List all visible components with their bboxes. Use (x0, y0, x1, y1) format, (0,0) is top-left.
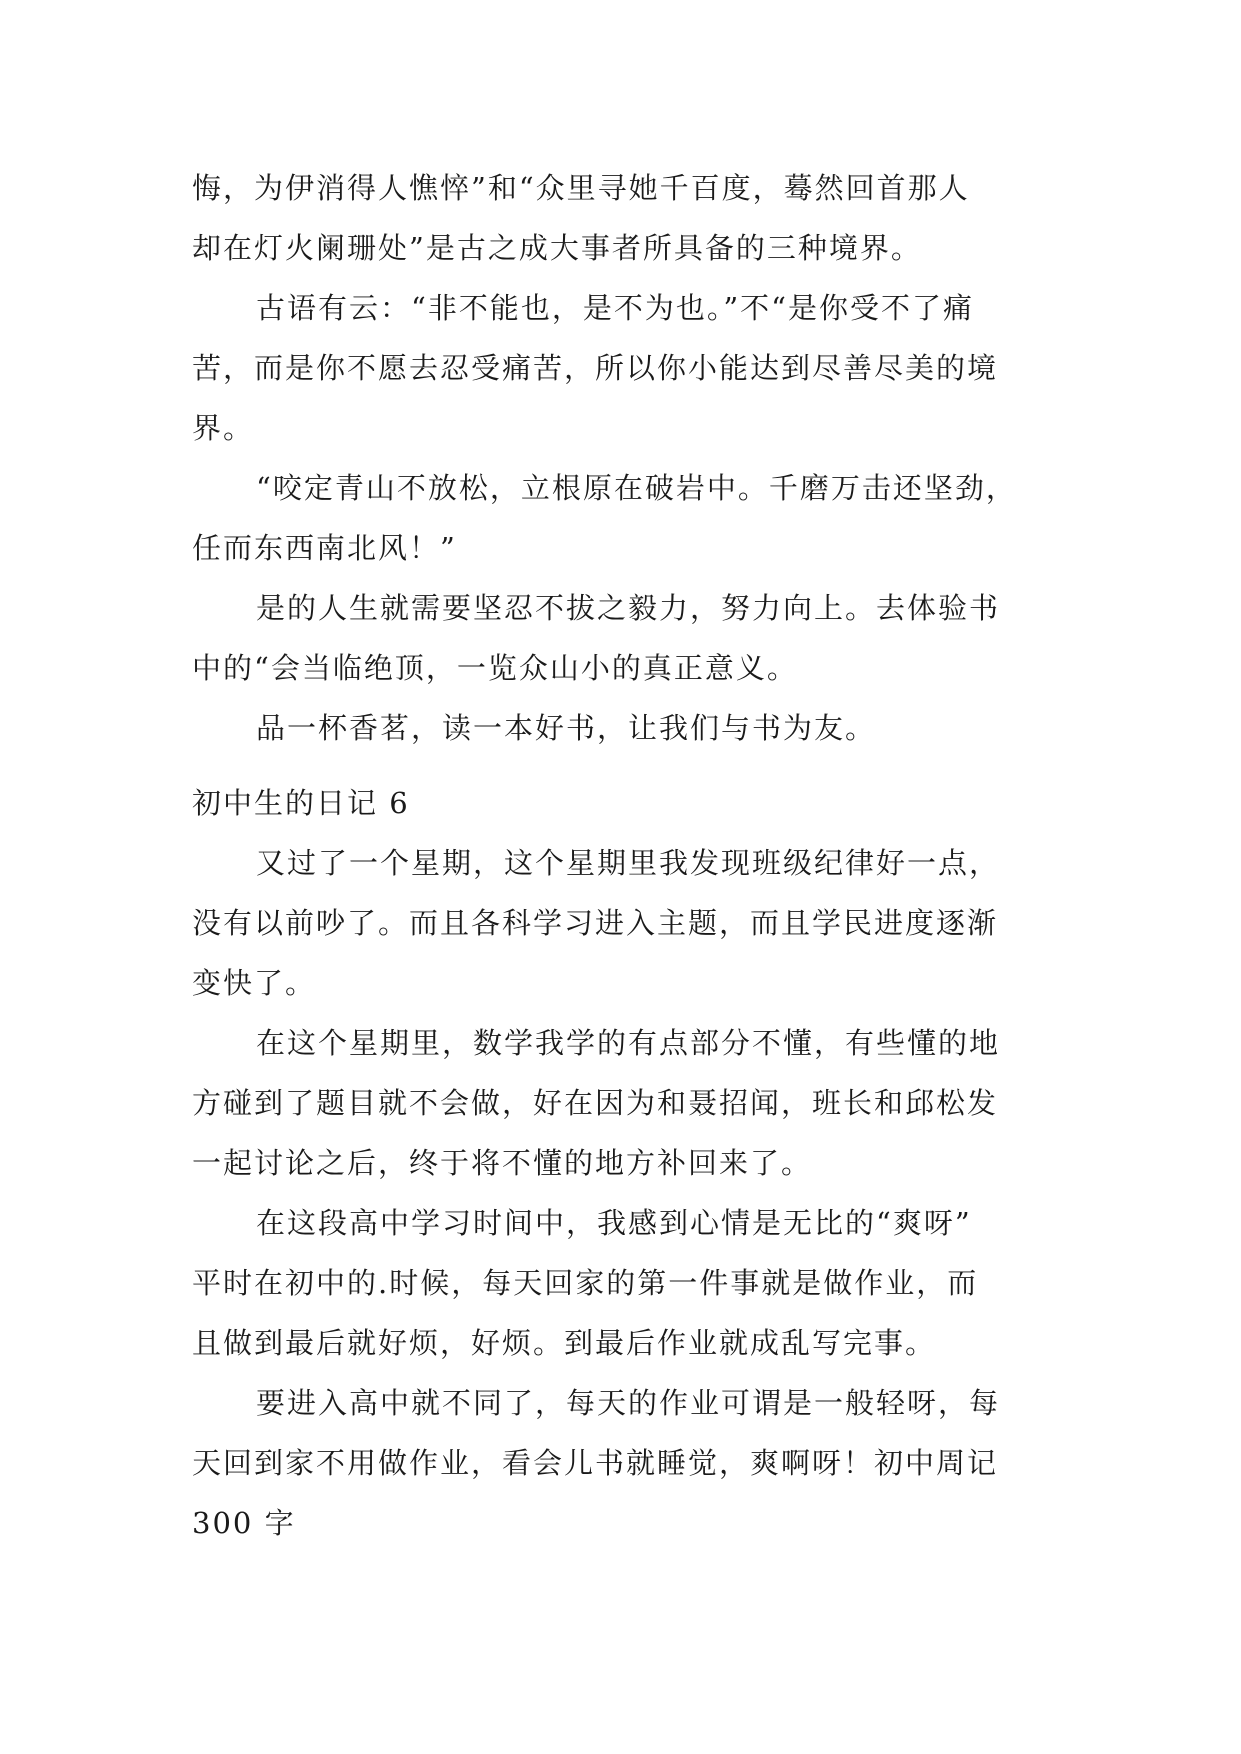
section-1-text (192, 158, 1082, 758)
paragraph-line: “咬定青山不放松，立根原在破岩中。千磨万击还坚劲， (256, 471, 1017, 505)
paragraph-line: 又过了一个星期，这个星期里我发现班级纪律好一点， (256, 846, 1001, 880)
paragraph-line: 天回到家不用做作业，看会儿书就睡觉，爽啊呀！初中周记 (192, 1446, 999, 1480)
paragraph-line: 悔，为伊消得人憔悴”和“众里寻她千百度，蓦然回首那人 (192, 171, 970, 205)
paragraph-line: 变快了。 (192, 966, 317, 1000)
paragraph-line: 没有以前吵了。而且各科学习进入主题，而且学民进度逐渐 (192, 906, 999, 940)
paragraph-line: 任而东西南北风！” (192, 531, 457, 565)
paragraph-line: 却在灯火阑珊处”是古之成大事者所具备的三种境界。 (192, 231, 922, 265)
section-2-text (192, 773, 1082, 1553)
paragraph-line: 且做到最后就好烦，好烦。到最后作业就成乱写完事。 (192, 1326, 937, 1360)
paragraph-line: 苦，而是你不愿去忍受痛苦，所以你小能达到尽善尽美的境 (192, 351, 999, 385)
section-heading: 初中生的日记 6 (192, 786, 410, 820)
paragraph-line: 中的“会当临绝顶，一览众山小的真正意义。 (192, 651, 798, 685)
paragraph-line: 要进入高中就不同了，每天的作业可谓是一般轻呀，每 (256, 1386, 1001, 1420)
paragraph-line: 在这段高中学习时间中，我感到心情是无比的“爽呀” (256, 1206, 972, 1240)
paragraph-line: 界。 (192, 411, 255, 445)
paragraph-line: 方碰到了题目就不会做，好在因为和聂招闻，班长和邱松发 (192, 1086, 999, 1120)
paragraph-line: 平时在初中的.时候，每天回家的第一件事就是做作业，而 (192, 1266, 979, 1300)
paragraph-line: 品一杯香茗，读一本好书，让我们与书为友。 (256, 711, 877, 745)
paragraph-line: 古语有云：“非不能也，是不为也。”不“是你受不了痛 (256, 291, 974, 325)
paragraph-line: 是的人生就需要坚忍不拔之毅力，努力向上。去体验书 (256, 591, 1001, 625)
paragraph-line: 300 字 (192, 1506, 296, 1540)
paragraph-line: 在这个星期里，数学我学的有点部分不懂，有些懂的地 (256, 1026, 1001, 1060)
paragraph-line: 一起讨论之后，终于将不懂的地方补回来了。 (192, 1146, 813, 1180)
